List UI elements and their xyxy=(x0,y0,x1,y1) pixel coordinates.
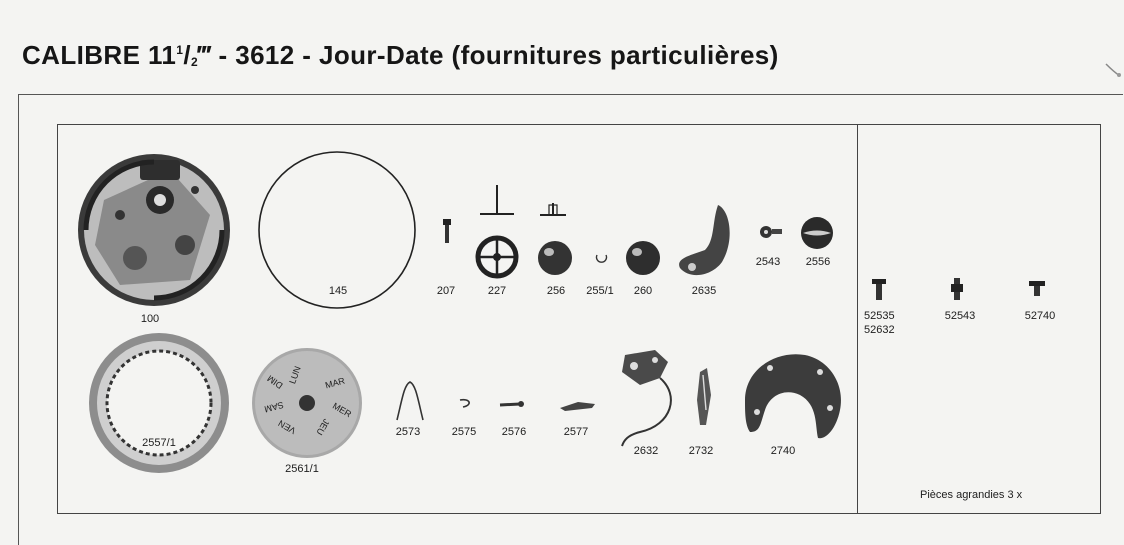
part-2577-lever xyxy=(560,402,595,411)
label-2577: 2577 xyxy=(563,426,589,438)
day-sam: SAM xyxy=(263,399,285,415)
label-255-1: 255/1 xyxy=(586,285,614,297)
page-title: CALIBRE $11^1/_2‴ - 3612$ - Jour-Date (fournitures particulières) xyxy=(22,40,779,70)
part-227-wheel xyxy=(478,185,516,276)
part-2575-clip xyxy=(460,400,469,407)
part-260-wheel xyxy=(626,241,660,275)
part-2573-spring xyxy=(397,382,423,420)
day-jeu: JEU xyxy=(314,417,332,437)
label-52740: 52740 xyxy=(1024,310,1056,322)
label-100: 100 xyxy=(140,313,160,325)
label-52535: 52535 xyxy=(864,310,895,322)
label-145: 145 xyxy=(328,285,348,297)
label-2561-1: 2561/1 xyxy=(285,463,319,475)
part-2557-1-date-ring xyxy=(89,333,229,473)
label-2732: 2732 xyxy=(688,445,714,457)
part-52535-screw xyxy=(872,279,886,300)
day-ven: VEN xyxy=(276,418,298,436)
part-52543-screw xyxy=(951,278,963,300)
enlarged-note: Pièces agrandies 3 x xyxy=(920,489,1023,501)
part-2740-bridge xyxy=(745,354,841,438)
part-2576-pin xyxy=(500,401,524,407)
label-52543: 52543 xyxy=(944,310,976,322)
part-2556-disc xyxy=(801,217,833,249)
label-2576: 2576 xyxy=(501,426,527,438)
label-2543: 2543 xyxy=(755,256,781,268)
label-227: 227 xyxy=(487,285,507,297)
label-2573: 2573 xyxy=(395,426,421,438)
part-207-screw xyxy=(443,219,451,243)
label-2740: 2740 xyxy=(770,445,796,457)
label-2632: 2632 xyxy=(633,445,659,457)
part-52740-screw xyxy=(1029,281,1045,296)
day-mar: MAR xyxy=(324,375,346,391)
part-2732-part xyxy=(697,368,711,425)
part-2635-lever xyxy=(679,205,730,275)
part-255-1-clip xyxy=(597,255,607,262)
label-2635: 2635 xyxy=(691,285,717,297)
part-256-wheel xyxy=(538,203,572,275)
day-mer: MER xyxy=(330,400,354,420)
day-lun: LUN xyxy=(287,364,303,386)
part-100-movement xyxy=(78,154,230,306)
part-2632-lever xyxy=(622,350,671,446)
label-2556: 2556 xyxy=(805,256,831,268)
label-2575: 2575 xyxy=(451,426,477,438)
day-dim: DIM xyxy=(265,373,285,391)
label-260: 260 xyxy=(633,285,653,297)
label-207: 207 xyxy=(436,285,456,297)
label-256: 256 xyxy=(546,285,566,297)
label-52632: 52632 xyxy=(864,324,895,336)
part-2543-part xyxy=(760,226,782,238)
label-2557-1: 2557/1 xyxy=(142,437,176,449)
